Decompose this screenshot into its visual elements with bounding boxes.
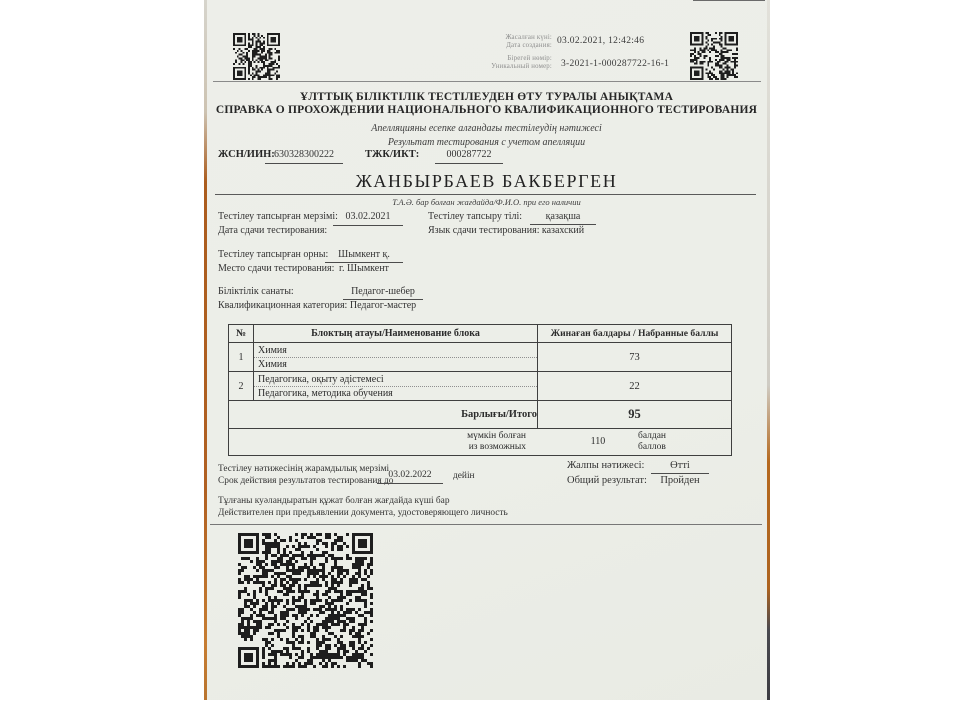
total-score: 95 <box>538 401 732 429</box>
category-value-ru: Педагог-мастер <box>349 300 417 311</box>
qr-code-top-right <box>690 32 738 80</box>
row1-block-ru: Химия <box>258 358 287 370</box>
score-table-header-row <box>229 325 732 343</box>
category-label-kk: Біліктілік санаты: <box>218 286 294 297</box>
ikt-label: ТЖК/ИКТ: <box>365 149 420 160</box>
points-label-kk: балдан <box>638 431 667 441</box>
created-date-label-kk: Жасалған күні: <box>505 34 552 41</box>
total-row <box>229 401 732 429</box>
until-label: дейін <box>453 471 475 481</box>
test-language-label-kk: Тестілеу тапсыру тілі: <box>428 211 523 222</box>
possible-value: 110 <box>590 436 606 447</box>
row1-block-kk: Химия <box>254 344 537 358</box>
validity-date-value: 03.02.2022 <box>377 469 443 484</box>
test-place-value-kk: Шымкент қ. <box>325 249 403 263</box>
row2-score: 22 <box>538 372 732 401</box>
unique-number-label-ru: Уникальный номер: <box>491 62 552 70</box>
iin-label: ЖСН/ИИН: <box>218 149 275 160</box>
row2-block-ru: Педагогика, методика обучения <box>258 387 393 399</box>
possible-label-kk: мүмкін болған <box>467 431 526 441</box>
overall-result-value-ru: Пройден <box>660 475 700 486</box>
row2-number: 2 <box>229 372 254 401</box>
points-label-ru: баллов <box>638 442 666 452</box>
footer-divider <box>210 524 762 525</box>
person-name: ЖАНБЫРБАЕВ БАКБЕРГЕН <box>355 171 618 191</box>
test-date-value: 03.02.2021 <box>333 211 403 226</box>
test-place-value-ru: г. Шымкент <box>339 263 389 274</box>
points-label <box>638 431 708 453</box>
scan-top-edge-fragment <box>693 0 765 1</box>
unique-number-label <box>450 55 552 71</box>
total-label: Барлығы/Итого <box>229 401 538 429</box>
unique-number-label-kk: Бірегей нөмір: <box>507 55 552 62</box>
col-header-score: Жинаған балдары / Набранные баллы <box>538 325 732 343</box>
document-page <box>205 0 768 700</box>
validity-label-ru: Срок действия результатов тестирования до <box>218 476 394 486</box>
table-row <box>229 372 732 401</box>
row1-number: 1 <box>229 343 254 372</box>
overall-result-label-kk: Жалпы нәтижесі: <box>567 460 645 471</box>
name-caption: Т.А.Ә. бар болған жағдайда/Ф.И.О. при его наличии <box>392 197 581 207</box>
name-underline <box>215 194 756 195</box>
validity-note-kk: Тұлғаны куәландыратын құжат болған жағдайда күші бар <box>218 496 450 506</box>
test-language-value-kk: қазақша <box>530 211 596 225</box>
overall-result-label-ru: Общий результат: <box>567 475 647 486</box>
possible-label-ru: из возможных <box>468 442 526 452</box>
qr-code-top-left <box>233 33 280 80</box>
test-date-label-kk: Тестілеу тапсырған мерзімі: <box>218 211 338 222</box>
possible-row <box>229 429 732 456</box>
col-header-number: № <box>229 325 254 343</box>
col-header-block-name: Блоктың атауы/Наименование блока <box>254 325 538 343</box>
title-line-kk: ҰЛТТЫҚ БІЛІКТІЛІК ТЕСТІЛЕУДЕН ӨТУ ТУРАЛЫ АНЫҚТАМА <box>299 91 674 103</box>
subtitle-line-ru: Результат тестирования с учетом апелляции <box>387 136 586 148</box>
test-date-label-ru: Дата сдачи тестирования: <box>218 225 328 236</box>
category-value-kk: Педагог-шебер <box>343 286 423 300</box>
score-table <box>228 324 732 456</box>
category-label-ru: Квалификационная категория: <box>218 300 348 311</box>
table-row <box>229 343 732 372</box>
test-language-value-ru: казахский <box>541 225 585 236</box>
created-date-label-ru: Дата создания: <box>506 41 552 49</box>
possible-label <box>419 431 526 453</box>
subtitle-line-kk: Апелляцияны есепке алғандағы тестілеудің нәтижесі <box>371 123 602 134</box>
title-line-ru: СПРАВКА О ПРОХОЖДЕНИИ НАЦИОНАЛЬНОГО КВАЛИФИКАЦИОННОГО ТЕСТИРОВАНИЯ <box>215 103 758 116</box>
created-date-value: 03.02.2021, 12:42:46 <box>557 36 645 46</box>
ikt-value: 000287722 <box>435 149 503 164</box>
unique-number-value: 3-2021-1-000287722-16-1 <box>561 59 670 69</box>
document-title <box>205 91 768 117</box>
header-divider <box>213 81 761 82</box>
overall-result-value-kk: Өтті <box>651 460 709 474</box>
document-subtitle <box>205 122 768 149</box>
row2-block-kk: Педагогика, оқыту әдістемесі <box>254 373 537 387</box>
test-language-label-ru: Язык сдачи тестирования: <box>428 225 540 236</box>
test-place-label-kk: Тестілеу тапсырған орны: <box>218 249 329 260</box>
row1-score: 73 <box>538 343 732 372</box>
validity-label-kk: Тестілеу нәтижесінің жарамдылық мерзімі <box>218 464 390 474</box>
iin-value: 630328300222 <box>265 149 343 164</box>
validity-note-ru: Действителен при предъявлении документа, удостоверяющего личность <box>218 508 508 518</box>
test-place-label-ru: Место сдачи тестирования: <box>218 263 335 274</box>
created-date-label <box>450 34 552 50</box>
qr-code-bottom <box>238 533 373 668</box>
